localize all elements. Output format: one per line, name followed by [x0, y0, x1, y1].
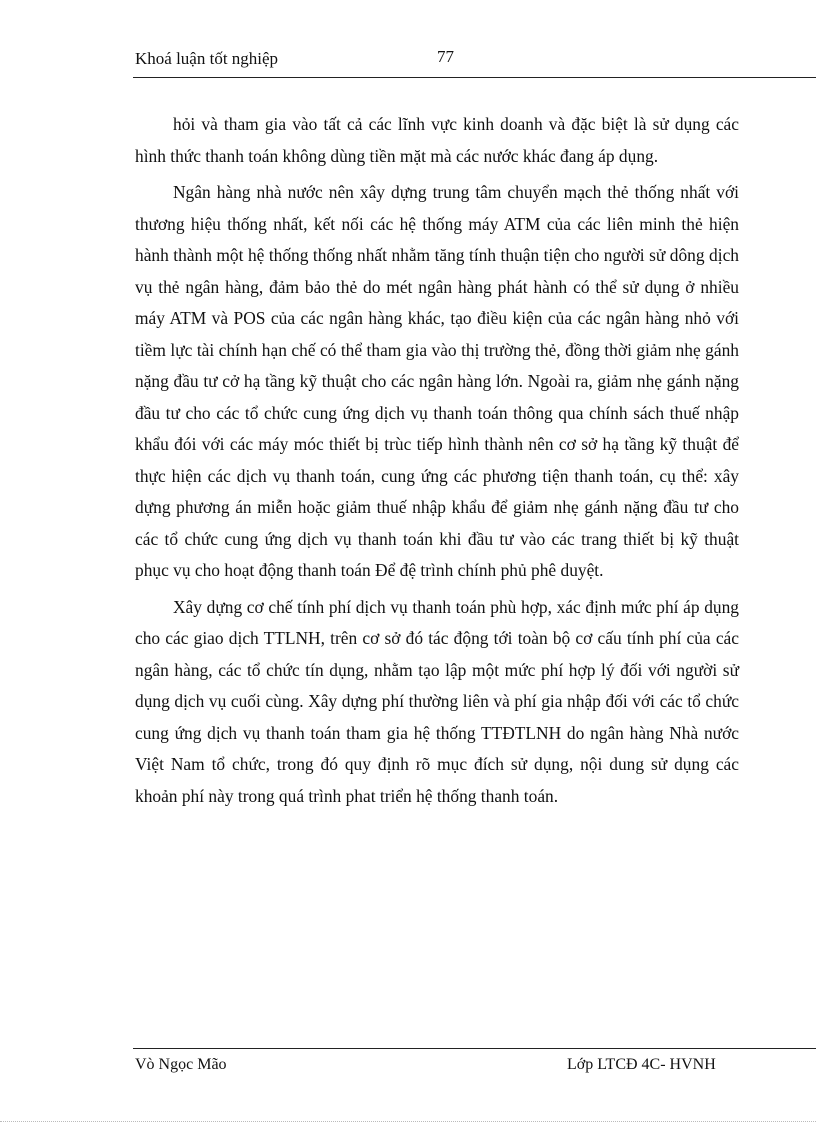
paragraph-card-switching-center: Ngân hàng nhà nước nên xây dựng trung tâm chuyển mạch thẻ thống nhất với thương hiệu thống nhất, kết nối các hệ thống máy ATM của các liên minh thẻ hiện hành thành một hệ thống thống nhất nhằm tăng tính thuận tiện cho người sử dông dịch vụ thẻ ngân hàng, đảm bảo thẻ do mét ngân hàng phát hành có thể sử dụng ở nhiều máy ATM và POS của các ngân hàng khác, tạo điều kiện của các ngân hàng nhỏ với tiềm lực tài chính hạn chế có thể tham gia vào thị trường thẻ, đồng thời giảm nhẹ gánh nặng đầu tư cở hạ tầng kỹ thuật cho các ngân hàng lớn. Ngoài ra, giảm nhẹ gánh nặng đầu tư cho các tổ chức cung ứng dịch vụ thanh toán thông qua chính sách thuế nhập khẩu đói với các máy móc thiết bị trùc tiếp hình thành nên cơ sở hạ tầng kỹ thuật để thực hiện các dịch vụ thanh toán, cung ứng các phương tiện thanh toán, cụ thể: xây dựng phương án miễn hoặc giảm thuế nhập khẩu để giảm nhẹ gánh nặng đầu tư cho các tổ chức cung ứng dịch vụ thanh toán khi đầu tư vào các trang thiết bị kỹ thuật phục vụ cho hoạt động thanh toán Để đệ trình chính phủ phê duyệt. [135, 182, 739, 580]
paragraph-fee-mechanism: Xây dựng cơ chế tính phí dịch vụ thanh toán phù hợp, xác định mức phí áp dụng cho các giao dịch TTLNH, trên cơ sở đó tác động tới toàn bộ cơ cấu tính phí của các ngân hàng, các tổ chức tín dụng, nhằm tạo lập một mức phí hợp lý đối với người sử dụng dịch vụ cuối cùng. Xây dựng phí thường liên và phí gia nhập đối với các tổ chức cung ứng dịch vụ thanh toán tham gia hệ thống TTĐTLNH do ngân hàng Nhà nước Việt Nam tổ chức, trong đó quy định rõ mục đích sử dụng, nội dung sử dụng các khoản phí này trong quá trình phat triển hệ thống thanh toán. [135, 596, 739, 806]
body-text [135, 109, 739, 816]
header-divider [133, 77, 816, 78]
page-header [0, 0, 816, 80]
footer-author: Vò Ngọc Mão [135, 1056, 227, 1073]
page-bottom-edge [0, 1121, 816, 1122]
page-number: 77 [437, 47, 454, 66]
footer-divider [133, 1048, 816, 1049]
paragraph-continuation: hỏi và tham gia vào tất cả các lĩnh vực kinh doanh và đặc biệt là sử dụng các hình thức thanh toán không dùng tiền mặt mà các nước khác đang áp dụng. [135, 114, 739, 166]
footer-class-label: Lớp LTCĐ 4C- HVNH [567, 1056, 716, 1073]
document-title: Khoá luận tốt nghiệp [135, 49, 279, 68]
